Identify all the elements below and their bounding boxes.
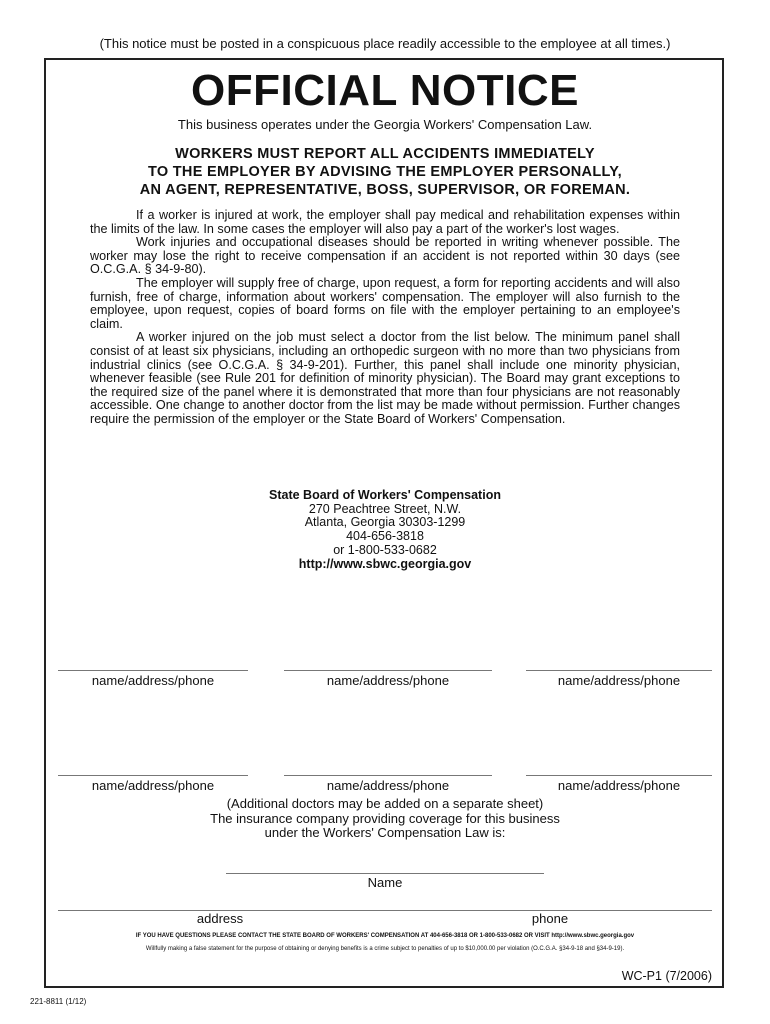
physician-line (58, 775, 248, 776)
insurer-address-label: address (196, 911, 244, 926)
physician-slot-label: name/address/phone (326, 673, 450, 688)
insurer-phone-label: phone (531, 911, 569, 926)
physician-line (58, 670, 248, 671)
physician-line (284, 775, 492, 776)
insurer-name-label: Name (367, 875, 403, 890)
headline-line: TO THE EMPLOYER BY ADVISING THE EMPLOYER PERSONALLY, (147, 164, 623, 180)
page-subtitle: This business operates under the Georgia Workers' Compensation Law. (177, 117, 593, 132)
headline-line: AN AGENT, REPRESENTATIVE, BOSS, SUPERVISOR, OR FOREMAN. (139, 182, 631, 198)
board-phone: 404-656-3818 (346, 529, 424, 544)
physician-slot-label: name/address/phone (91, 778, 215, 793)
physician-slot-label: name/address/phone (557, 778, 681, 793)
board-website: http://www.sbwc.georgia.gov (298, 556, 472, 571)
board-contact (0, 489, 770, 571)
physician-line (284, 670, 492, 671)
form-number: WC-P1 (7/2006) (621, 969, 712, 983)
penalty-warning: Willfully making a false statement for the purpose of obtaining or denying benefits is a crime subject to penalties of up to $10,000.00 per violation (O.C.G.A. §34-9-18 and §34-9-19). (145, 946, 625, 952)
posting-note: (This notice must be posted in a conspicuous place readily accessible to the employee at all times.) (99, 36, 671, 51)
board-street: 270 Peachtree Street, N.W. (308, 501, 462, 516)
body-paragraph: A worker injured on the job must select a doctor from the list below. The minimum panel shall consist of at least six physicians, including an orthopedic surgeon with no more than two physicians from industrial clinics (see O.C.G.A. § 34-9-201). Further, this panel shall include one minority physician, whenever feasible (see Rule 201 for definition of minority physician). The Board may grant exceptions to the required size of the panel where it is demonstrated that more than four physicians are not reasonably accessible. One change to another doctor from the list may be made without permission. Further changes require the permission of the employer or the State Board of Workers' Compensation. (90, 330, 680, 426)
insurer-text: The insurance company providing coverage for this business (210, 810, 560, 826)
body-paragraph: Work injuries and occupational diseases should be reported in writing whenever possible. The worker may lose the right to receive compensation if an accident is not reported within 30 days (see O.C.G.A. § 34-9-80). (90, 235, 680, 277)
physician-slot-label: name/address/phone (557, 673, 681, 688)
questions-footer: IF YOU HAVE QUESTIONS PLEASE CONTACT THE STATE BOARD OF WORKERS' COMPENSATION AT 404-656-3818 OR 1-800-533-0682 OR VISIT http://www.sbwc.georgia.gov (135, 933, 635, 939)
headline-line: WORKERS MUST REPORT ALL ACCIDENTS IMMEDIATELY (175, 146, 595, 162)
board-phone-tollfree: or 1-800-533-0682 (333, 542, 437, 557)
physician-slot-label: name/address/phone (91, 673, 215, 688)
notice-body (90, 209, 680, 427)
insurer-address-line (58, 910, 712, 911)
body-paragraph: If a worker is injured at work, the employer shall pay medical and rehabilitation expenses within the limits of the law. In some cases the employer will also pay a part of the worker's lost wages. (90, 208, 680, 236)
board-name: State Board of Workers' Compensation (269, 488, 501, 502)
board-city: Atlanta, Georgia 30303-1299 (304, 515, 466, 530)
page-title: OFFICIAL NOTICE (190, 66, 579, 115)
insurer-name-line (226, 873, 544, 874)
additional-doctors-note: (Additional doctors may be added on a separate sheet) (226, 796, 544, 811)
physician-line (526, 775, 712, 776)
physician-slot-label: name/address/phone (326, 778, 450, 793)
headline (60, 145, 710, 199)
insurer-text: under the Workers' Compensation Law is: (264, 825, 506, 840)
insurer-intro (0, 797, 770, 841)
print-number: 221-8811 (1/12) (30, 997, 87, 1006)
physician-line (526, 670, 712, 671)
body-paragraph: The employer will supply free of charge, upon request, a form for reporting accidents and will also furnish, free of charge, information about workers' compensation. The employer will also furnish to the employee, upon request, copies of board forms on file with the employer pertaining to an employee's claim. (90, 275, 680, 331)
